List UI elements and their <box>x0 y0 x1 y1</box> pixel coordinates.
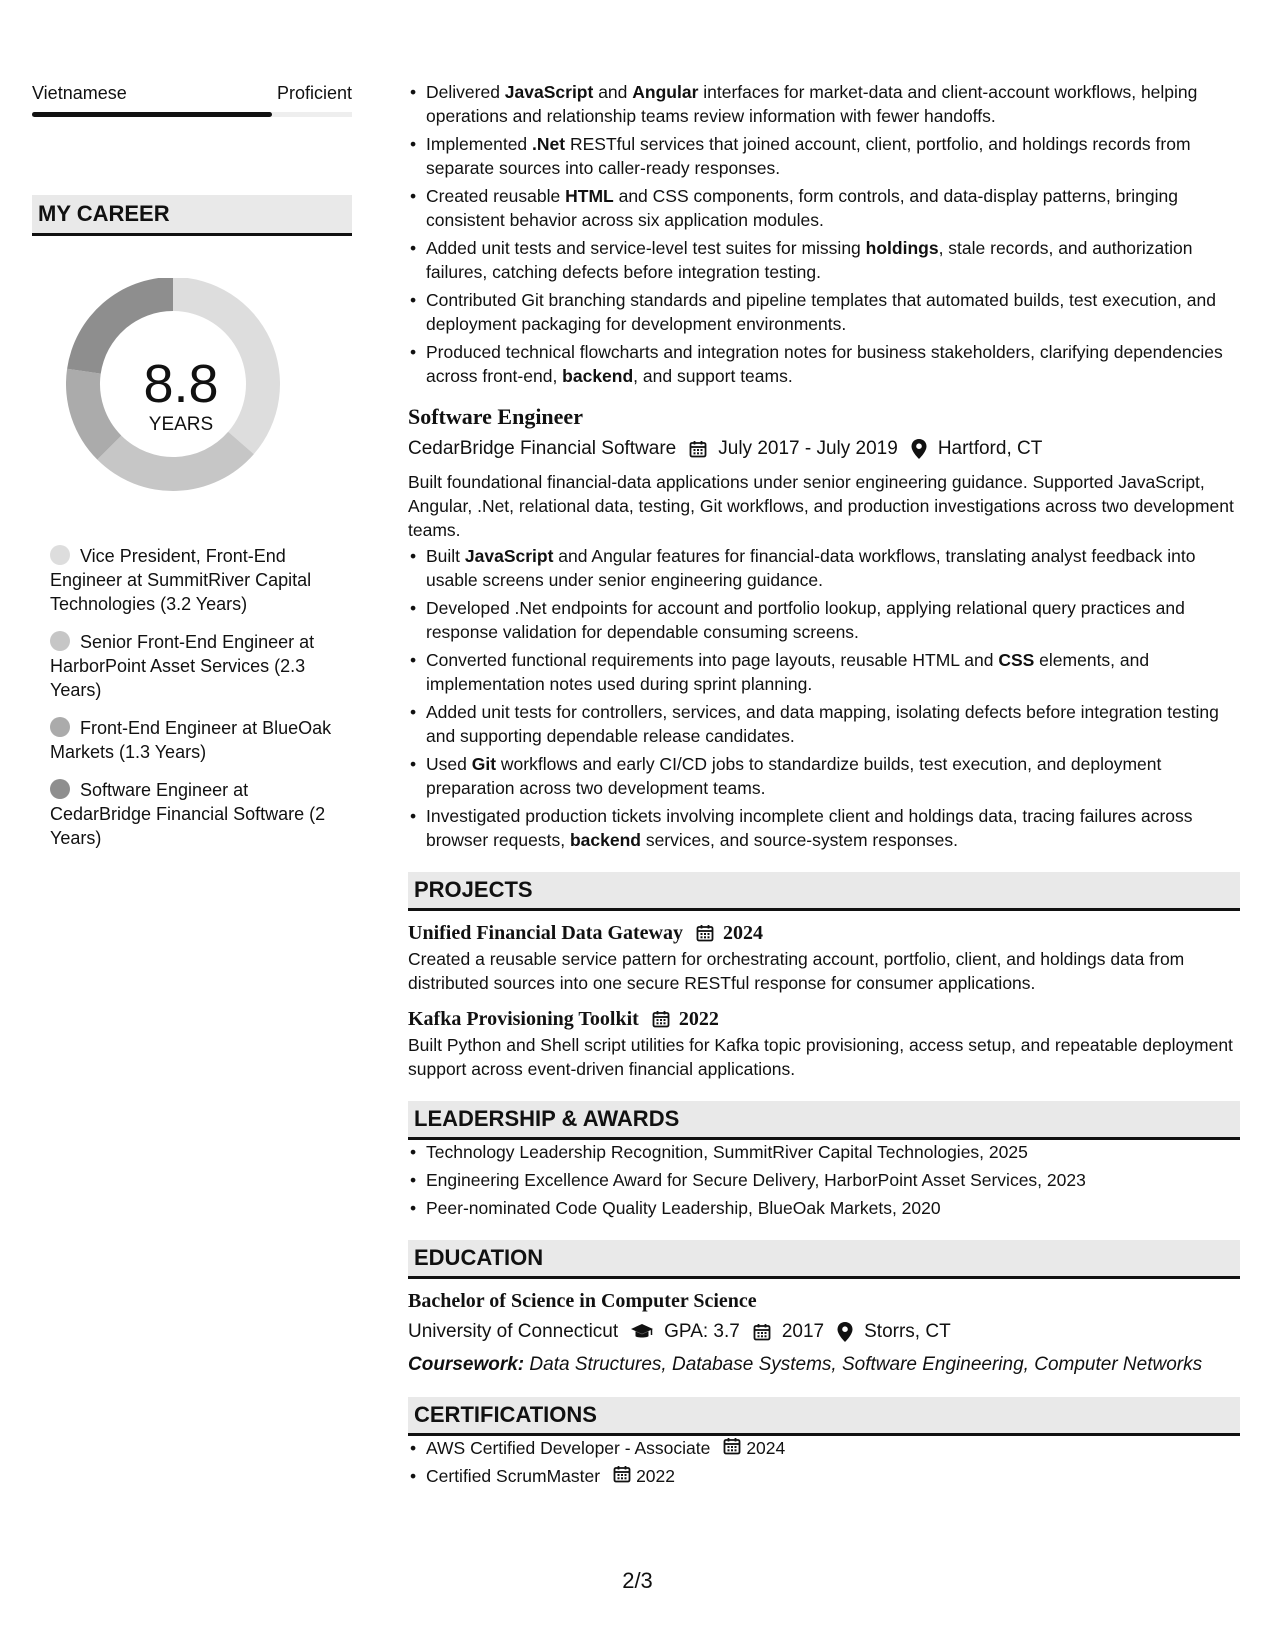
projects-list <box>408 919 1240 1081</box>
career-legend-item <box>50 630 340 702</box>
project-description: Built Python and Shell script utilities for Kafka topic provisioning, access setup, and repeatable deployment support across event-driven financial applications. <box>408 1035 1233 1079</box>
language-skill <box>32 80 352 117</box>
legend-label: Senior Front-End Engineer at HarborPoint Asset Services (2.3 Years) <box>50 632 315 700</box>
certification-year: 2024 <box>746 1438 786 1458</box>
project-year: 2022 <box>678 1008 719 1030</box>
graduation-cap-icon <box>630 1323 654 1341</box>
award-item: • Engineering Excellence Award for Secure Delivery, HarborPoint Asset Services, 2023 <box>426 1168 1240 1192</box>
language-name: Vietnamese <box>32 83 127 103</box>
project-title: Unified Financial Data Gateway <box>408 922 683 944</box>
career-heading: MY CAREER <box>32 195 352 236</box>
language-proficiency-bar <box>32 112 352 117</box>
location-pin-icon <box>910 438 928 460</box>
certification-year: 2022 <box>636 1466 676 1486</box>
job-bullet: • Investigated production tickets involving incomplete client and holdings data, tracing failures across browser requests, backend services, and source-system responses. <box>426 804 1240 852</box>
job-dates-icon-slot <box>688 439 708 459</box>
coursework-list: Data Structures, Database Systems, Software Engineering, Computer Networks <box>529 1354 1203 1375</box>
project-year: 2024 <box>723 922 763 944</box>
job-bullet: • Produced technical flowcharts and integration notes for business stakeholders, clarifying dependencies across front-end, backend, and support teams. <box>426 340 1240 388</box>
education-entry <box>408 1287 1240 1377</box>
education-heading: EDUCATION <box>408 1240 1240 1279</box>
certifications-list <box>408 1436 1240 1488</box>
career-donut-center <box>66 278 296 508</box>
legend-dot <box>50 779 70 799</box>
calendar-icon <box>695 923 715 943</box>
certification-name: Certified ScrumMaster <box>426 1466 601 1486</box>
main-content <box>408 80 1240 1492</box>
job-entry <box>408 402 1240 852</box>
award-item: • Technology Leadership Recognition, SummitRiver Capital Technologies, 2025 <box>426 1140 1240 1164</box>
career-donut-chart <box>66 278 296 508</box>
job-meta <box>408 434 1240 464</box>
legend-label: Front-End Engineer at BlueOak Markets (1.3 Years) <box>50 718 332 762</box>
page-number: 2/3 <box>622 1568 653 1593</box>
job-bullet: • Built JavaScript and Angular features for financial-data workflows, translating analyst feedback into usable screens under senior engineering guidance. <box>426 544 1240 592</box>
project-description: Created a reusable service pattern for orchestrating account, portfolio, client, and holdings data from distributed sources into one secure RESTful response for consumer applications. <box>408 949 1185 993</box>
certification-name: AWS Certified Developer - Associate <box>426 1438 711 1458</box>
career-total-unit: YEARS <box>148 414 214 435</box>
project-title-row <box>408 1005 1240 1033</box>
calendar-icon <box>612 1464 632 1484</box>
legend-dot <box>50 717 70 737</box>
location-pin-icon <box>836 1321 854 1343</box>
project-title: Kafka Provisioning Toolkit <box>408 1008 639 1030</box>
education-degree: Bachelor of Science in Computer Science <box>408 1290 757 1312</box>
job-dates: July 2017 - July 2019 <box>718 438 898 459</box>
job-bullet: • Implemented .Net RESTful services that joined account, client, portfolio, and holdings records from separate sources into caller-ready responses. <box>426 132 1240 180</box>
job-bullet: • Contributed Git branching standards and pipeline templates that automated builds, test execution, and deployment packaging for development environments. <box>426 288 1240 336</box>
calendar-icon <box>722 1436 742 1456</box>
legend-label: Vice President, Front-End Engineer at SummitRiver Capital Technologies (3.2 Years) <box>50 546 312 614</box>
job-bullet: • Used Git workflows and early CI/CD jobs to standardize builds, test execution, and deployment preparation across two development teams. <box>426 752 1240 800</box>
calendar-icon <box>722 1436 742 1456</box>
education-coursework <box>408 1353 1240 1377</box>
job-bullet: • Delivered JavaScript and Angular interfaces for market-data and client-account workflows, helping operations and relationship teams review information with fewer handoffs. <box>426 80 1240 128</box>
calendar-icon <box>752 1322 772 1342</box>
award-item: • Peer-nominated Code Quality Leadership, BlueOak Markets, 2020 <box>426 1196 1240 1220</box>
sidebar <box>32 80 352 864</box>
career-total-years: 8.8 <box>143 354 219 414</box>
leadership-heading: LEADERSHIP & AWARDS <box>408 1101 1240 1140</box>
job-bullet: • Converted functional requirements into page layouts, reusable HTML and CSS elements, and implementation notes used during sprint planning. <box>426 648 1240 696</box>
certification-item <box>426 1436 1240 1460</box>
education-school: University of Connecticut <box>408 1321 619 1342</box>
calendar-icon <box>688 439 708 459</box>
education-location: Storrs, CT <box>864 1321 951 1342</box>
education-year-icon-slot <box>752 1322 772 1342</box>
job-title: Software Engineer <box>408 404 583 429</box>
career-legend <box>32 544 340 850</box>
job-bullet: • Added unit tests and service-level test suites for missing holdings, stale records, and authorization failures, catching defects before integration testing. <box>426 236 1240 284</box>
education-year: 2017 <box>781 1321 825 1342</box>
education-gpa: GPA: 3.7 <box>664 1321 740 1342</box>
language-proficiency-fill <box>32 112 272 117</box>
job-bullets <box>408 544 1240 852</box>
coursework-label: Coursework: <box>408 1354 525 1375</box>
education-meta <box>408 1317 1240 1347</box>
previous-job-bullets <box>408 80 1240 388</box>
calendar-icon <box>695 923 715 943</box>
certification-item <box>426 1464 1240 1488</box>
job-bullet: • Created reusable HTML and CSS components, form controls, and data-display patterns, bringing consistent behavior across six application modules. <box>426 184 1240 232</box>
project-title-row <box>408 919 1240 947</box>
certifications-heading: CERTIFICATIONS <box>408 1397 1240 1436</box>
job-location: Hartford, CT <box>937 438 1043 459</box>
job-company: CedarBridge Financial Software <box>408 438 677 459</box>
legend-dot <box>50 631 70 651</box>
leadership-list <box>408 1140 1240 1220</box>
calendar-icon <box>612 1464 632 1484</box>
career-legend-item <box>50 778 340 850</box>
calendar-icon <box>651 1009 671 1029</box>
legend-dot <box>50 545 70 565</box>
project-item <box>408 919 1240 995</box>
project-item <box>408 1005 1240 1081</box>
career-legend-item <box>50 716 340 764</box>
career-legend-item <box>50 544 340 616</box>
calendar-icon <box>651 1009 671 1029</box>
job-summary: Built foundational financial-data applications under senior engineering guidance. Supported JavaScript, Angular, .Net, relational data, testing, Git workflows, and production investigations across two development teams. <box>408 472 1234 540</box>
job-bullet: • Added unit tests for controllers, services, and data mapping, isolating defects before integration testing and supporting dependable release candidates. <box>426 700 1240 748</box>
projects-heading: PROJECTS <box>408 872 1240 911</box>
language-level: Proficient <box>276 83 352 103</box>
legend-label: Software Engineer at CedarBridge Financial Software (2 Years) <box>50 780 326 848</box>
job-bullet: • Developed .Net endpoints for account and portfolio lookup, applying relational query practices and response validation for dependable consuming screens. <box>426 596 1240 644</box>
